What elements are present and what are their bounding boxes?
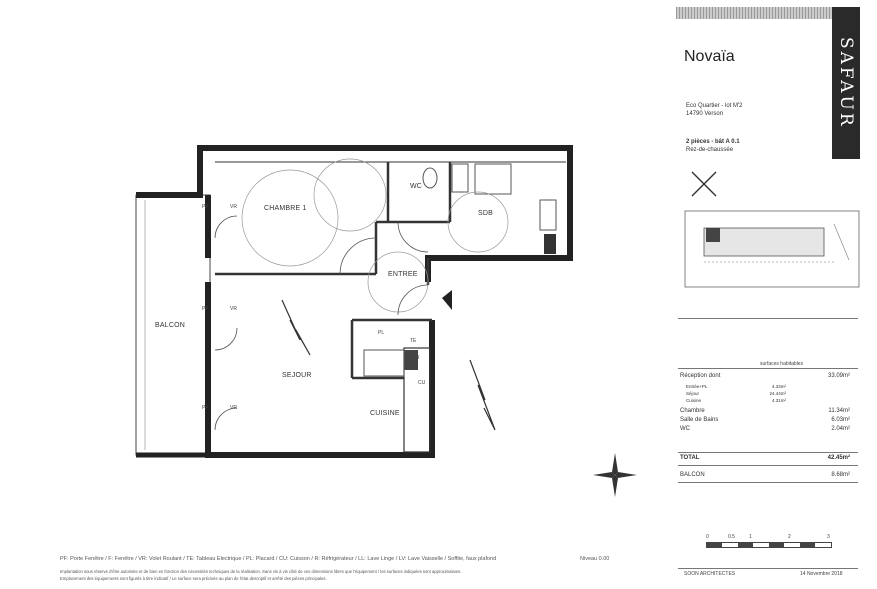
surface-row-entree: Entrée+PL 4.33m²: [686, 384, 786, 389]
site-plan-thumbnail: [684, 210, 860, 290]
surface-row-reception: Réception dont 33.09m²: [680, 373, 850, 379]
architect-name: SOON ARCHITECTES: [684, 571, 736, 577]
room-label-sdb: SDB: [478, 210, 493, 217]
brand-logo: SAFAUR: [832, 7, 860, 159]
north-arrow-icon: [690, 170, 718, 198]
floor-level: Rez-de-chaussée: [686, 147, 734, 153]
floor-plan-sheet: CHAMBRE 1 SDB WC ENTREE SEJOUR CUISINE BALCON PL PF VR PF VR PF VR TE R CU SAFAUR Novaïa Eco Quartier - lot M'2 14790 Verson 2 pièces - bât A 0.1 Rez-de-chaussée surfaces habitables Réception dont 33.09m² Entrée+PL 4.33m² Séjour 24.44m² Cuisine 4.31m² Chambre 11.34m² Salle de Bains 6.03m² WC 2.04m² TOTAL 42.45m² BALCON 8.68m² 0 0.5 1 2 3 SOON ARCHITECTES 14 Novembre 2018 PF: Porte Fenêtre / F: Fenêtre / VR: Volet Roulant / TE: Tableau Electrique / PL: Placard / CU: Cuisson / R: Réfrigérateur / LL: Lave Linge / LV: Lave Vaisselle / Soffite, faux plafond Niveau 0.00 Implantation sous réserve d'être autorisée et de bien en fonction des nécessités techniques de la réalisation. Sans vis à vis côté de ces dimensions libres que l'équipement / les surfaces indiquées sont approximatives. Emplacement des équipements sont figurés à titre indicatif / Le surface sera précisée au plan de l'état descriptif et arrêté des pièces principales.: [0, 0, 877, 589]
surfaces-header: surfaces habitables: [760, 361, 804, 367]
surface-row-balcon: BALCON 8.68m²: [680, 472, 850, 478]
tag-pf-2: PF: [202, 306, 209, 312]
surface-row-wc: WC 2.04m²: [680, 426, 850, 432]
divider: [678, 318, 858, 319]
tag-vr-2: VR: [230, 306, 237, 312]
tag-pf-1: PF: [202, 204, 209, 210]
project-name: Novaïa: [684, 48, 735, 65]
room-label-pl: PL: [378, 330, 385, 336]
surface-row-sejour: Séjour 24.44m²: [686, 391, 786, 396]
niveau-label: Niveau 0.00: [580, 556, 610, 562]
room-label-entree: ENTREE: [388, 271, 418, 278]
unit-type: 2 pièces - bât A 0.1: [686, 139, 740, 145]
compass-rose-icon: [590, 450, 640, 500]
tag-vr-3: VR: [230, 405, 237, 411]
surface-row-cuisine: Cuisine 4.31m²: [686, 398, 786, 403]
surface-row-sdb: Salle de Bains 6.03m²: [680, 417, 850, 423]
room-label-wc: WC: [410, 183, 423, 190]
room-label-cuisine: CUISINE: [370, 410, 400, 417]
tag-te: TE: [410, 338, 417, 344]
tag-vr-1: VR: [230, 204, 237, 210]
surface-row-chambre: Chambre 11.34m²: [680, 408, 850, 414]
room-label-sejour: SEJOUR: [282, 372, 312, 379]
disclaimer-1: Implantation sous réserve d'être autorisée et de bien en fonction des nécessités techniques de la réalisation. Sans vis à vis côté de ces dimensions libres que l'équipement / les surfaces indiquées sont approximatives.: [60, 569, 462, 574]
address-line-1: Eco Quartier - lot M'2: [686, 103, 743, 109]
room-label-balcon: BALCON: [155, 322, 185, 329]
plan-date: 14 Novembre 2018: [800, 571, 843, 577]
disclaimer-2: Emplacement des équipements sont figurés à titre indicatif / Le surface sera précisée au plan de l'état descriptif et arrêté des pièces principales.: [60, 576, 327, 581]
tag-r: R: [416, 355, 420, 361]
tag-pf-3: PF: [202, 405, 209, 411]
surface-row-total: TOTAL 42.45m²: [680, 455, 850, 461]
header-stripe: [676, 7, 836, 19]
room-label-chambre: CHAMBRE 1: [264, 205, 307, 212]
address-line-2: 14790 Verson: [686, 111, 724, 117]
scale-bar: [706, 542, 832, 548]
interior-walls: [215, 162, 566, 378]
tag-cu: CU: [418, 380, 426, 386]
legend-text: PF: Porte Fenêtre / F: Fenêtre / VR: Volet Roulant / TE: Tableau Electrique / PL: Placard / CU: Cuisson / R: Réfrigérateur / LL: Lave Linge / LV: Lave Vaisselle / Soffite, faux plafond: [60, 556, 497, 562]
